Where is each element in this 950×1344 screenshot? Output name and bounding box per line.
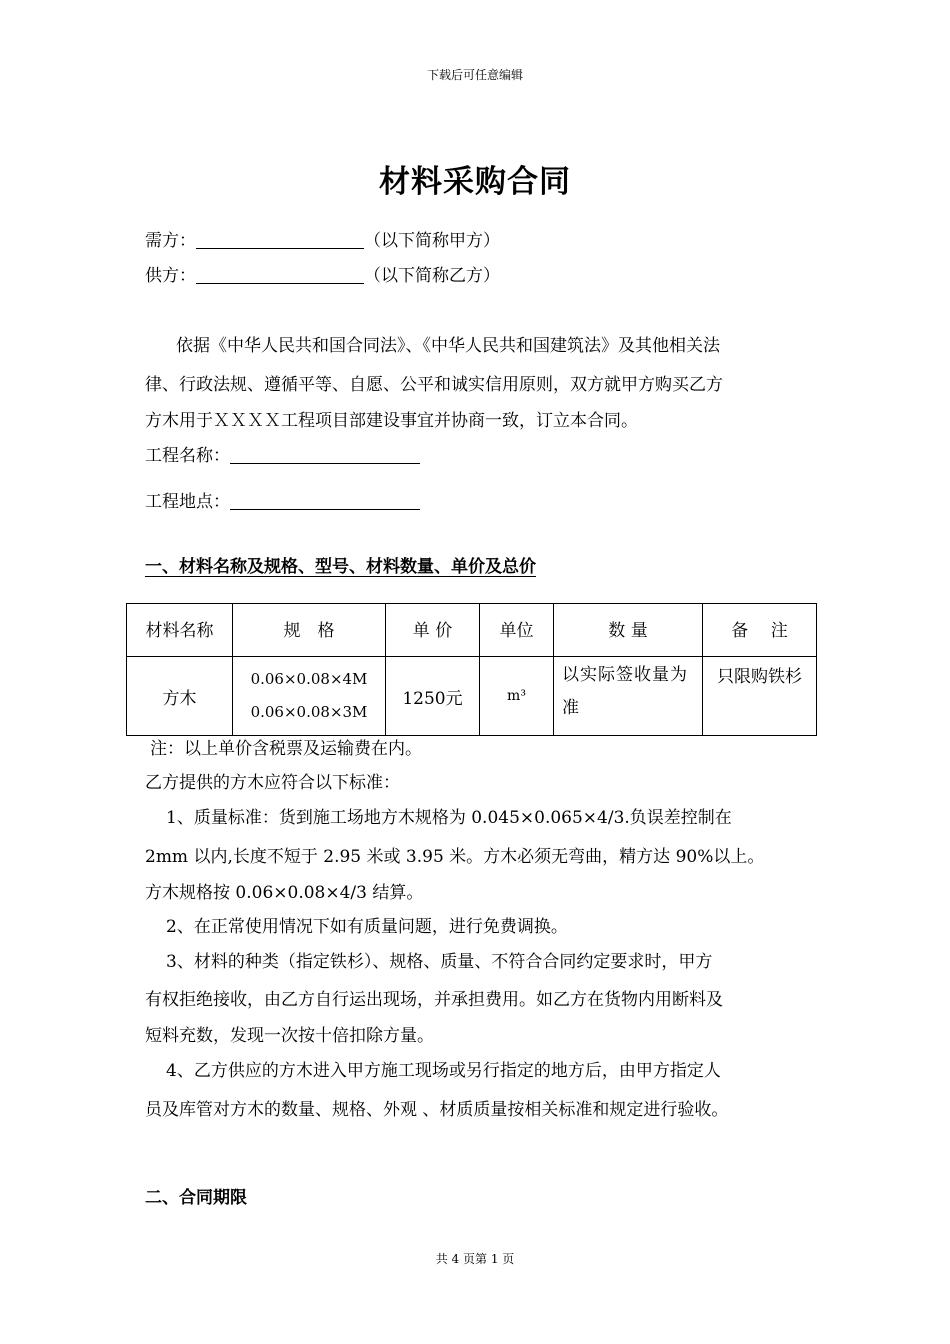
section-2-heading: 二、合同期限 [145, 1188, 247, 1208]
cell-spec-line-2: 0.06×0.08×3M [250, 703, 368, 721]
seller-line [145, 261, 500, 286]
header-material-name: 材料名称 [127, 604, 233, 657]
header-price: 单 价 [386, 604, 480, 657]
header-spec: 规 格 [233, 604, 386, 657]
materials-table [126, 603, 817, 736]
intro-line-2: 律、行政法规、遵循平等、自愿、公平和诚实信用原则，双方就甲方购买乙方 [145, 375, 723, 395]
project-name-blank[interactable] [230, 446, 420, 464]
project-location-line [145, 487, 420, 512]
price-note: 注：以上单价含税票及运输费在内。 [150, 739, 422, 759]
project-name-label: 工程名称： [145, 446, 230, 466]
cell-quantity: 以实际签收量为准 [554, 657, 703, 736]
buyer-note: （以下简称甲方） [364, 231, 500, 251]
item-3-line-2: 有权拒绝接收，由乙方自行运出现场，并承担费用。如乙方在货物内用断料及 [145, 990, 723, 1010]
cell-material-name: 方木 [127, 657, 233, 736]
intro-line-3: 方木用于ＸＸＸＸ工程项目部建设事宜并协商一致，订立本合同。 [145, 411, 638, 431]
cell-spec-line-1: 0.06×0.08×4M [250, 670, 368, 688]
buyer-blank[interactable] [196, 231, 364, 249]
seller-blank[interactable] [196, 266, 364, 284]
header-remark: 备 注 [703, 604, 817, 657]
seller-label: 供方： [145, 266, 196, 286]
item-4-line-1: 4、乙方供应的方木进入甲方施工现场或另行指定的地方后，由甲方指定人 [166, 1061, 721, 1081]
buyer-label: 需方： [145, 231, 196, 251]
header-unit: 单位 [480, 604, 554, 657]
item-4-line-2: 员及库管对方木的数量、规格、外观 、材质质量按相关标准和规定进行验收。 [145, 1100, 729, 1120]
section-1-heading: 一、材料名称及规格、型号、材料数量、单价及总价 [145, 557, 536, 577]
project-name-line [145, 441, 420, 466]
buyer-line [145, 226, 500, 251]
cell-spec [233, 657, 386, 736]
page-footer: 共 4 页第 1 页 [435, 1252, 515, 1266]
cell-remark: 只限购铁杉 [703, 657, 817, 736]
page-header: 下载后可任意编辑 [426, 68, 523, 82]
item-1-line-1: 1、质量标准：货到施工场地方木规格为 0.045×0.065×4/3.负误差控制在 [166, 808, 732, 828]
cell-price: 1250元 [386, 657, 480, 736]
item-1-line-2: 2mm 以内,长度不短于 2.95 米或 3.95 米。方木必须无弯曲，精方达 90%以上。 [145, 847, 765, 867]
standard-intro: 乙方提供的方木应符合以下标准： [145, 773, 400, 793]
intro-line-1: 依据《中华人民共和国合同法》、《中华人民共和国建筑法》及其他相关法 [176, 336, 720, 356]
table-header-row [127, 604, 817, 657]
item-1-line-3: 方木规格按 0.06×0.08×4/3 结算。 [145, 883, 424, 903]
header-quantity: 数 量 [554, 604, 703, 657]
document-title: 材料采购合同 [379, 164, 571, 200]
project-location-blank[interactable] [230, 492, 420, 510]
cell-unit: m³ [480, 657, 554, 736]
item-3-line-3: 短料充数，发现一次按十倍扣除方量。 [145, 1026, 434, 1046]
item-2: 2、在正常使用情况下如有质量问题，进行免费调换。 [166, 917, 568, 937]
table-row [127, 657, 817, 736]
seller-note: （以下简称乙方） [364, 266, 500, 286]
item-3-line-1: 3、材料的种类（指定铁杉）、规格、质量、不符合合同约定要求时，甲方 [166, 952, 713, 972]
project-location-label: 工程地点： [145, 492, 230, 512]
